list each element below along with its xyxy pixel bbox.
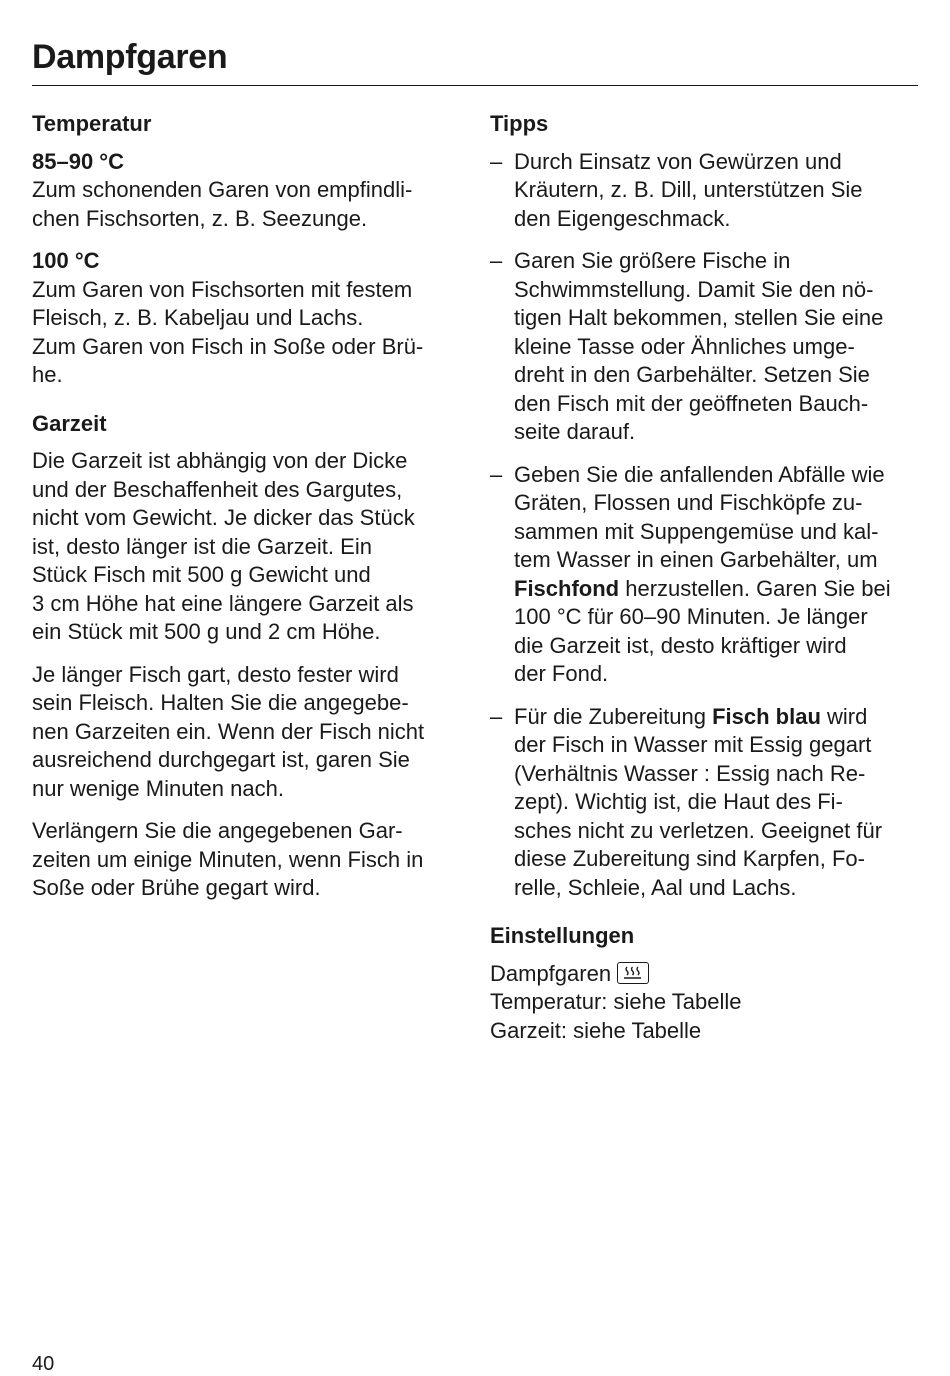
text-line: Garen Sie größere Fische in [514,248,791,273]
text-line: Zum Garen von Fischsorten mit festem [32,276,413,302]
temperature-heading: Temperatur [32,111,152,136]
text-line: sammen mit Suppengemüse und kal- [514,518,879,544]
text-line: der Fond. [514,661,609,686]
settings-heading: Einstellungen [490,923,635,948]
settings-mode: Dampfgaren [490,960,612,986]
tip-item [490,461,920,689]
text-fragment: Für die Zubereitung [514,703,713,729]
text-line: ist, desto länger ist die Garzeit. Ein [32,533,372,559]
text-line: nur wenige Minuten nach. [32,775,284,801]
temperature-item-85-90 [32,148,464,234]
bullet-dash: – [490,703,503,729]
paragraph [32,447,464,647]
tips-heading: Tipps [490,111,549,136]
text-line: nicht vom Gewicht. Je dicker das Stück [32,505,415,530]
bullet-dash: – [490,461,503,487]
text-line: sches nicht zu verletzen. Geeignet für [514,817,883,843]
cooking-time-heading: Garzeit [32,410,107,436]
title-divider [32,85,918,86]
text-line: ein Stück mit 500 g und 2 cm Höhe. [32,619,381,644]
page-title: Dampfgaren [32,38,228,76]
text-line: den Eigengeschmack. [514,205,731,231]
text-line: tem Wasser in einen Garbehälter, um [514,547,878,572]
tip-item [490,148,920,234]
text-line: he. [32,362,63,387]
text-line: (Verhältnis Wasser : Essig nach Re- [514,760,866,786]
text-line: die Garzeit ist, desto kräftiger wird [514,632,847,658]
text-line: relle, Schleie, Aal und Lachs. [514,874,797,900]
temperature-item-100 [32,247,464,390]
text-line: 3 cm Höhe hat eine längere Garzeit als [32,590,414,616]
text-line: seite darauf. [514,419,636,444]
text-line: Zum schonenden Garen von empfindli- [32,177,413,202]
text-line: ausreichend durchgegart ist, garen Sie [32,747,410,772]
text-line: zept). Wichtig ist, die Haut des Fi- [514,789,843,814]
text-line: Fleisch, z. B. Kabeljau und Lachs. [32,305,364,330]
steam-icon [617,962,649,984]
text-line: Schwimmstellung. Damit Sie den nö- [514,276,874,302]
text-line: diese Zubereitung sind Karpfen, Fo- [514,846,865,871]
text-line: sein Fleisch. Halten Sie die angegebe- [32,690,409,715]
text-line [514,575,920,604]
text-line [514,703,920,732]
text-line: chen Fischsorten, z. B. Seezunge. [32,205,368,231]
text-line: den Fisch mit der geöffneten Bauch- [514,390,869,416]
tip-item [490,247,920,447]
text-line: dreht in den Garbehälter. Setzen Sie [514,362,870,387]
text-line: Je länger Fisch gart, desto fester wird [32,661,399,687]
text-line: und der Beschaffenheit des Gargutes, [32,476,403,502]
temperature-label: 100 °C [32,248,100,273]
settings-block [490,960,920,1046]
text-line: nen Garzeiten ein. Wenn der Fisch nicht [32,718,425,744]
emphasis-fisch-blau: Fisch blau [712,703,821,729]
text-line: der Fisch in Wasser mit Essig gegart [514,732,872,757]
paragraph [32,817,464,903]
text-fragment: wird [820,703,868,729]
paragraph [32,661,464,804]
tip-item [490,703,920,903]
text-line: Zum Garen von Fisch in Soße oder Brü- [32,333,424,359]
text-line: Verlängern Sie die angegebenen Gar- [32,818,403,843]
text-line: tigen Halt bekommen, stellen Sie eine [514,305,884,330]
text-line: 100 °C für 60–90 Minuten. Je länger [514,604,868,629]
bullet-dash: – [490,148,503,174]
settings-temperature: Temperatur: siehe Tabelle [490,989,742,1014]
right-column [490,110,920,1059]
settings-mode-line [490,960,920,989]
temperature-label: 85–90 °C [32,148,124,174]
text-line: Geben Sie die anfallenden Abfälle wie [514,461,885,487]
text-line: Durch Einsatz von Gewürzen und [514,148,842,174]
settings-time: Garzeit: siehe Tabelle [490,1017,702,1043]
text-line: Die Garzeit ist abhängig von der Dicke [32,448,408,473]
left-column [32,110,464,917]
bullet-dash: – [490,248,503,273]
text-line: zeiten um einige Minuten, wenn Fisch in [32,846,424,872]
emphasis-fischfond: Fischfond [514,575,620,601]
text-line: Kräutern, z. B. Dill, unterstützen Sie [514,177,863,202]
text-fragment: herzustellen. Garen Sie bei [619,575,891,601]
page-number: 40 [32,1353,55,1375]
text-line: Stück Fisch mit 500 g Gewicht und [32,562,371,587]
text-line: Gräten, Flossen und Fischköpfe zu- [514,490,863,515]
text-line: Soße oder Brühe gegart wird. [32,875,321,900]
text-line: kleine Tasse oder Ähnliches umge- [514,333,855,359]
